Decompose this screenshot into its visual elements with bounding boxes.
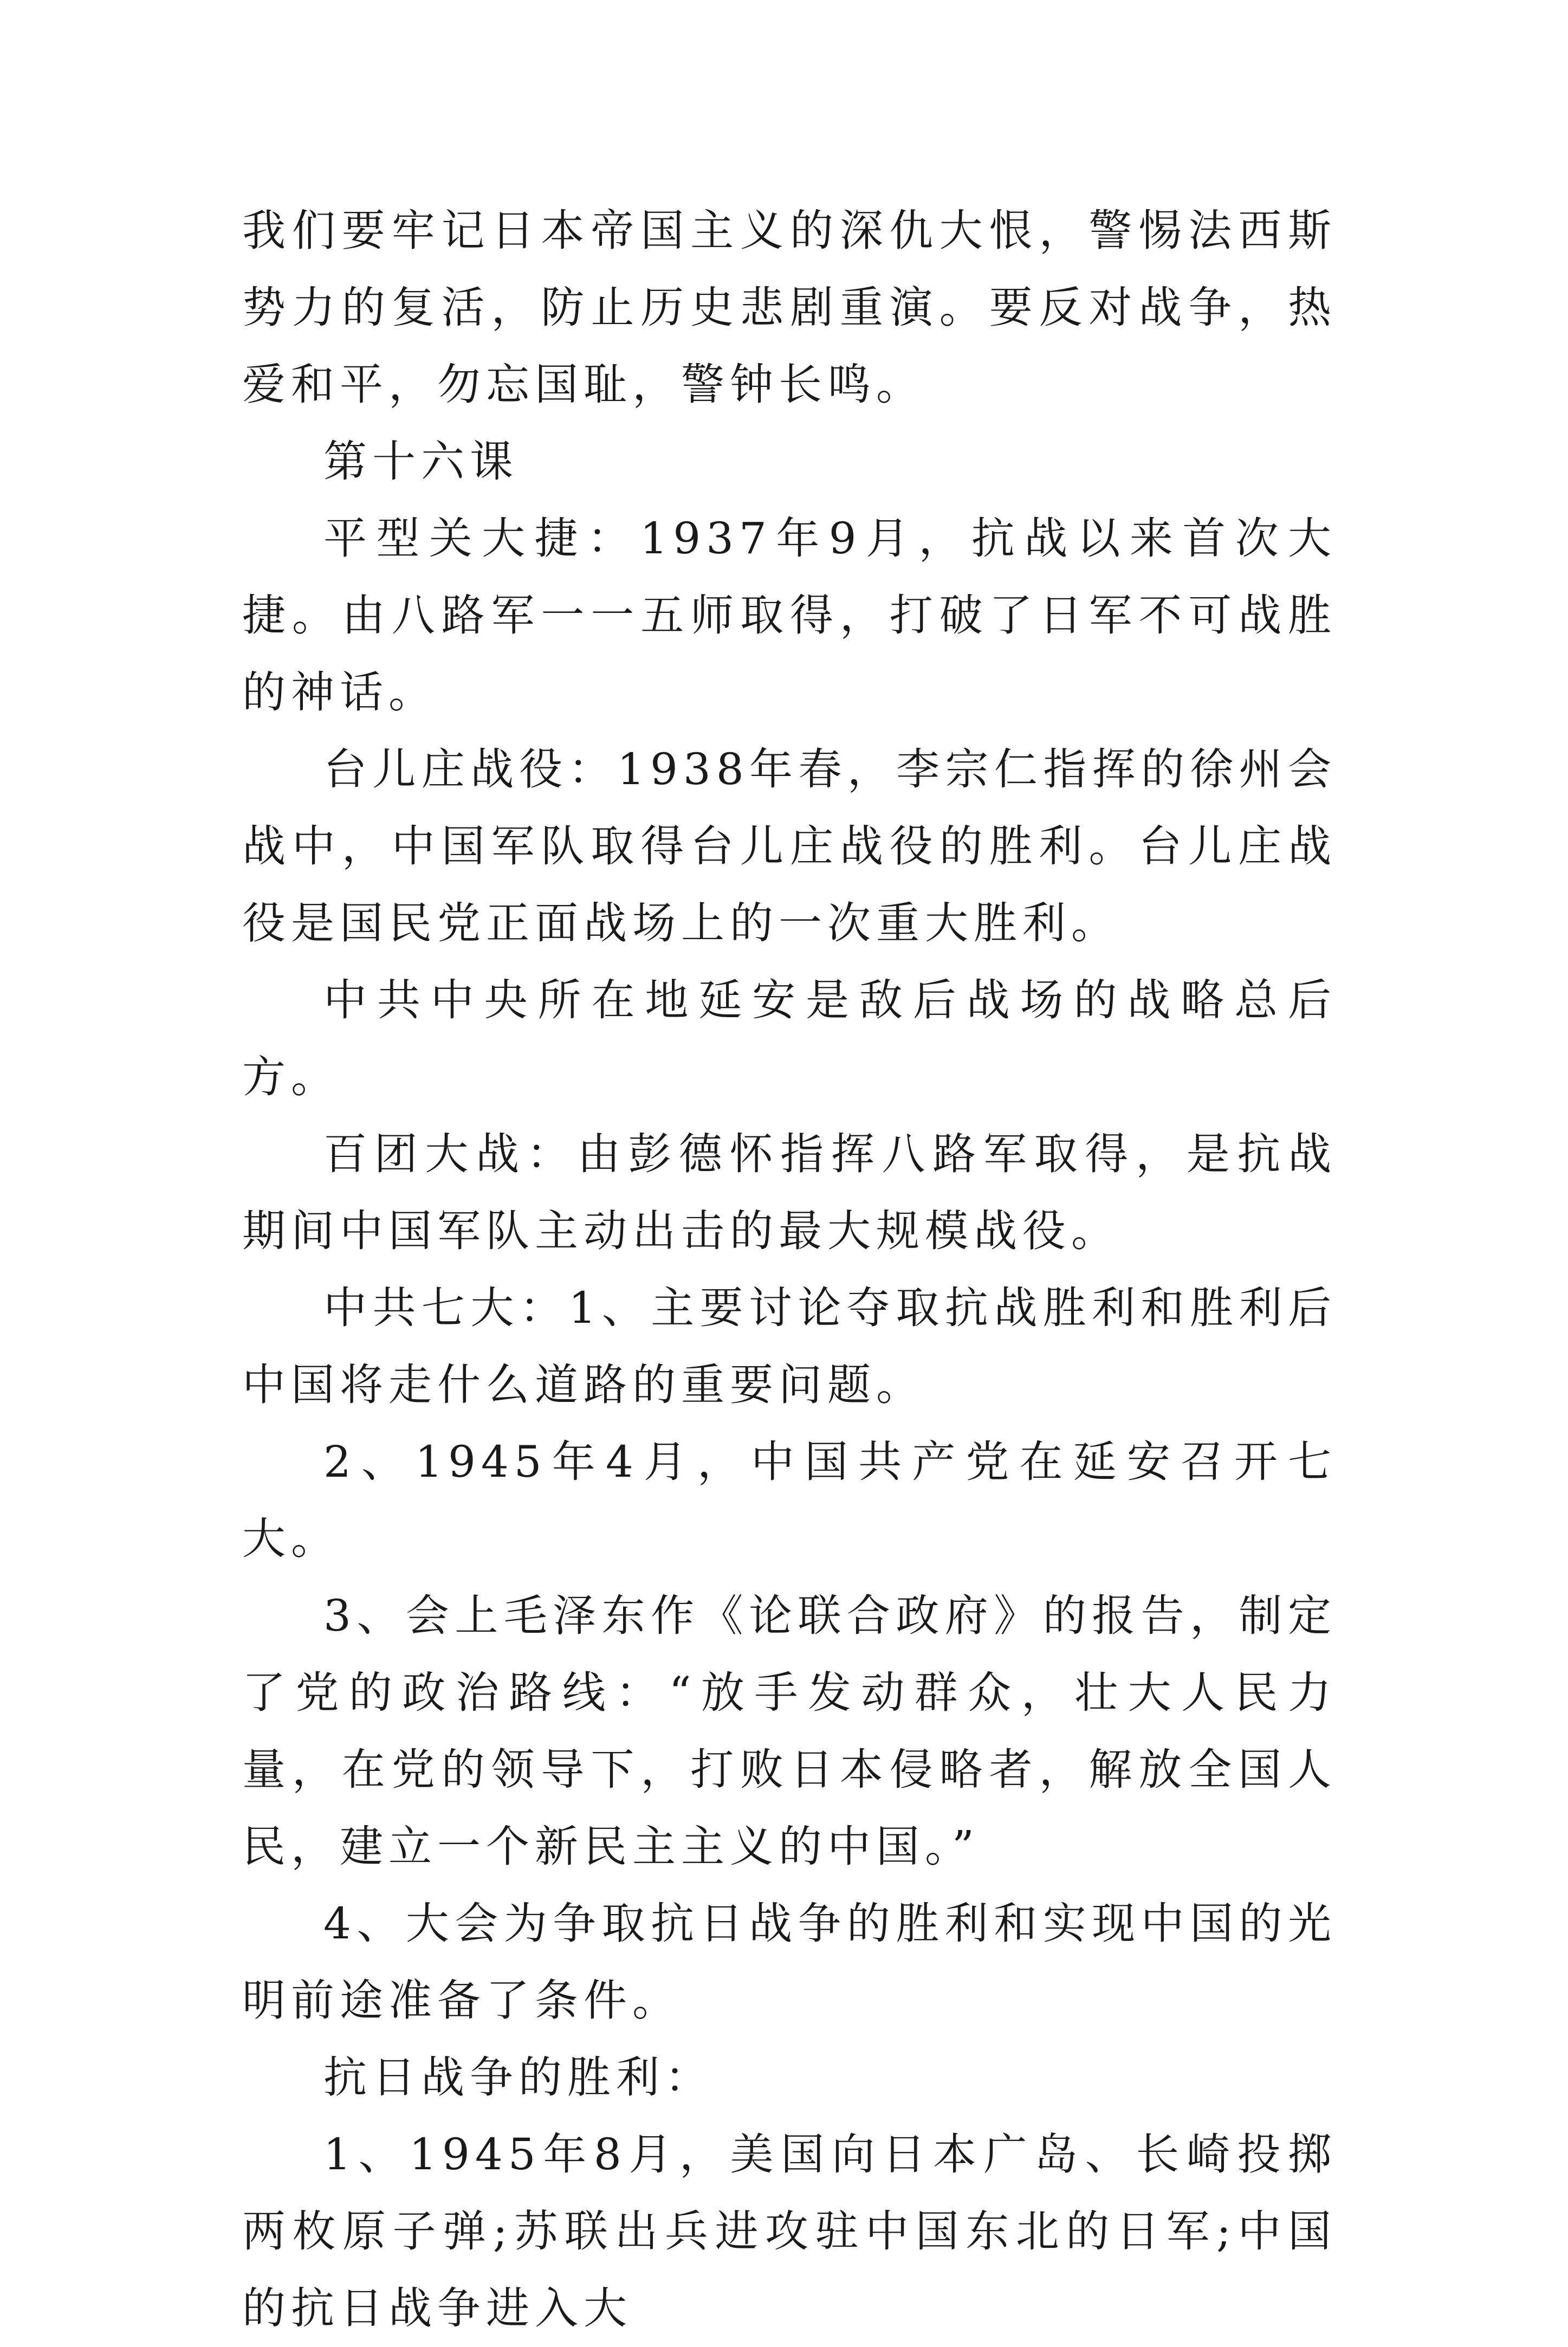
paragraph-congress-3: 3、会上毛泽东作《论联合政府》的报告，制定了党的政治路线：“放手发动群众，壮大人民力量，在党的领导下，打败日本侵略者，解放全国人民，建立一个新民主主义的中国。” xyxy=(242,1590,1337,1872)
paragraph-baituan: 百团大战：由彭德怀指挥八路军取得，是抗战期间中国军队主动出击的最大规模战役。 xyxy=(242,1129,1337,1256)
paragraph-yanan: 中共中央所在地延安是敌后战场的战略总后方。 xyxy=(242,975,1337,1102)
paragraph-pingxingguan: 平型关大捷：1937年9月，抗战以来首次大捷。由八路军一一五师取得，打破了日军不可战胜的神话。 xyxy=(242,513,1337,717)
paragraph-taierzhuang: 台儿庄战役：1938年春，李宗仁指挥的徐州会战中，中国军队取得台儿庄战役的胜利。台儿庄战役是国民党正面战场上的一次重大胜利。 xyxy=(242,744,1337,948)
lesson-heading: 第十六课 xyxy=(323,436,519,487)
paragraph-victory-1: 1、1945年8月，美国向日本广岛、长崎投掷两枚原子弹;苏联出兵进攻驻中国东北的日军;中国的抗日战争进入大 xyxy=(242,2129,1337,2333)
document-body xyxy=(242,192,1337,2347)
paragraph-congress-2: 2、1945年4月，中国共产党在延安召开七大。 xyxy=(242,1437,1337,1564)
paragraph-congress-1: 中共七大：1、主要讨论夺取抗战胜利和胜利后中国将走什么道路的重要问题。 xyxy=(242,1283,1337,1410)
paragraph-congress-4: 4、大会为争取抗日战争的胜利和实现中国的光明前途准备了条件。 xyxy=(242,1898,1337,2026)
paragraph-intro: 我们要牢记日本帝国主义的深仇大恨，警惕法西斯势力的复活，防止历史悲剧重演。要反对战争，热爱和平，勿忘国耻，警钟长鸣。 xyxy=(242,205,1337,410)
paragraph-victory-heading: 抗日战争的胜利： xyxy=(323,2052,714,2103)
